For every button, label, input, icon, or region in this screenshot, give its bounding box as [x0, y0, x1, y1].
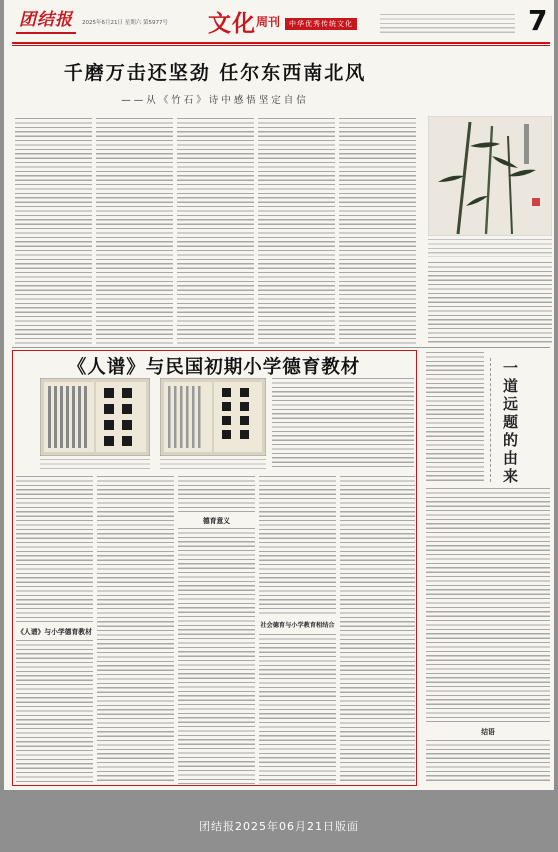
- title-divider: [490, 358, 491, 482]
- body-text-column: [426, 488, 550, 722]
- article-title: 《人谱》与民国初期小学德育教材: [67, 357, 361, 378]
- masthead-rule: [12, 45, 550, 46]
- body-text-column: [258, 118, 335, 344]
- section-title: 文化: [208, 11, 256, 37]
- body-text-column: [177, 118, 254, 344]
- body-text-column: [259, 634, 336, 784]
- body-text-column: [340, 476, 415, 784]
- masthead-rule: [12, 42, 550, 44]
- section-banner: 中华优秀传统文化: [285, 18, 357, 30]
- body-text-column: [339, 118, 416, 344]
- body-text-column: [426, 352, 484, 482]
- body-text-column: [178, 476, 255, 512]
- book-page-image-icon: [40, 378, 150, 456]
- image-caption: [40, 459, 150, 469]
- image-caption: [428, 239, 552, 257]
- editor-info: [380, 14, 515, 36]
- vertical-article-title: 一道远题的由来: [501, 360, 519, 486]
- body-text-column: [428, 262, 552, 344]
- newspaper-logo: 团结报: [16, 8, 76, 34]
- body-text-column: [272, 378, 414, 470]
- body-text-column: [259, 476, 336, 616]
- body-text-column: [15, 118, 92, 344]
- article-subheading: 结语: [481, 728, 495, 736]
- body-text-column: [178, 528, 255, 784]
- body-text-column: [97, 476, 174, 784]
- body-text-column: [426, 740, 550, 784]
- body-text-column: [16, 640, 93, 784]
- article-subheading: 社会德育与小学教育相结合: [260, 622, 335, 629]
- footer-caption: 团结报2025年06月21日版面: [199, 820, 359, 833]
- body-text-column: [16, 476, 93, 622]
- page-number: 7: [528, 4, 548, 37]
- issue-date: 2025年6月21日 星期六 第5977号: [82, 20, 168, 26]
- body-text-column: [96, 118, 173, 344]
- section-separator: [12, 347, 550, 348]
- article-subtitle: ——从《竹石》诗中感悟坚定自信: [121, 95, 309, 106]
- article-subheading: 《人谱》与小学德育教材: [17, 628, 92, 636]
- section-suffix: 周刊: [256, 15, 281, 29]
- article-subheading: 德育意义: [202, 517, 231, 525]
- image-caption: [160, 459, 266, 469]
- book-page-image-icon: [160, 378, 266, 456]
- article-headline: 千磨万击还坚劲 任尔东西南北风: [63, 62, 367, 84]
- bamboo-painting-icon: [428, 116, 552, 236]
